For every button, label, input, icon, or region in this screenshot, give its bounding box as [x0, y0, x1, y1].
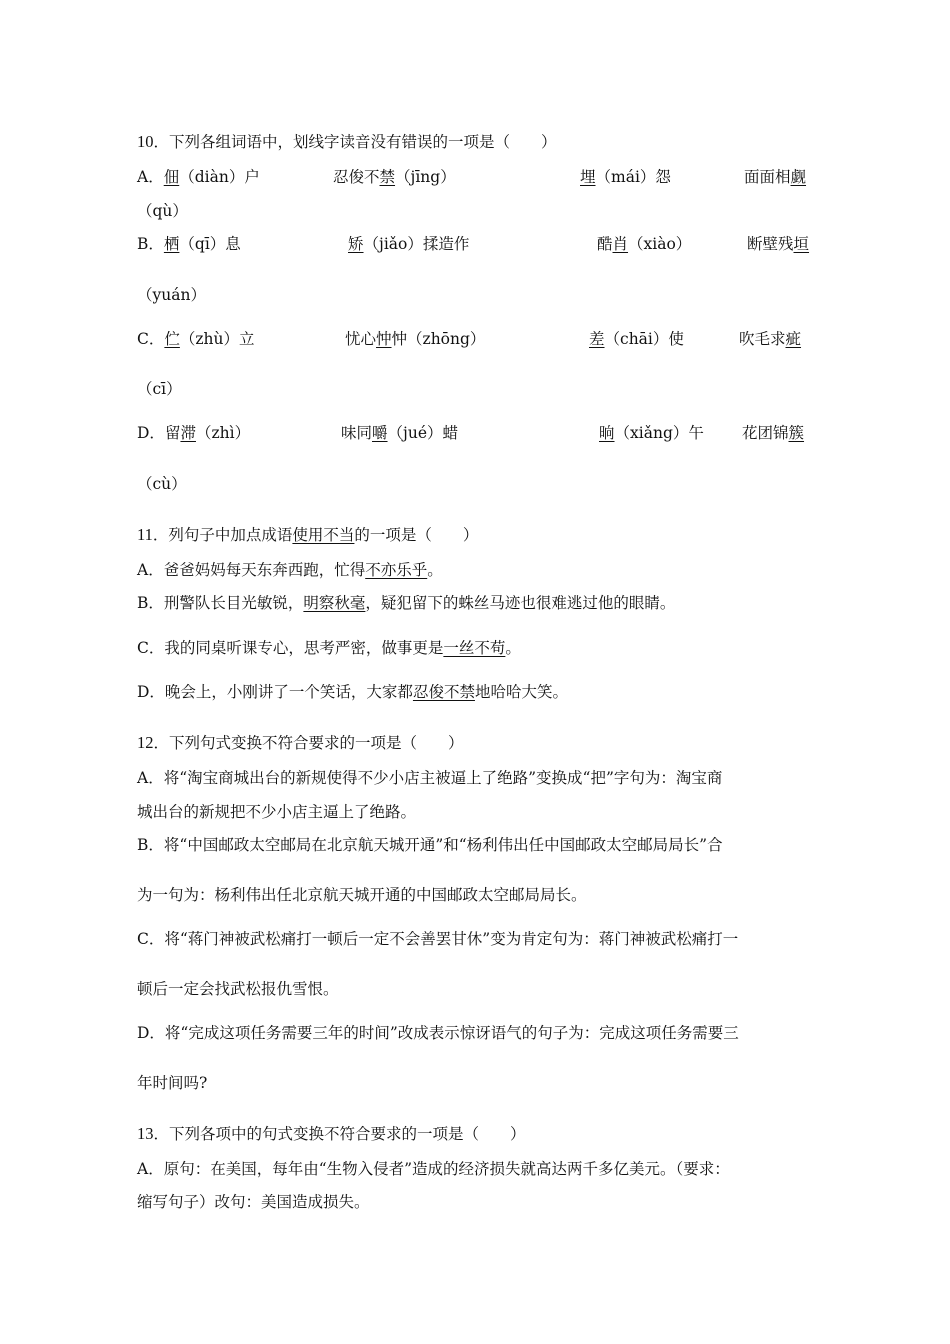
q12-number: 12	[137, 733, 154, 752]
q10-d-w2-post: （jué）蜡	[387, 424, 458, 442]
q10-a-w3-post: （mái）怨	[595, 168, 671, 186]
q11-d-idiom: 忍俊不禁	[412, 683, 475, 701]
q12-option-c-line1: C．将“蒋门神被武松痛打一顿后一定不会善罢甘休”变为肯定句为：蒋门神被武松痛打一	[137, 930, 739, 948]
q11-c-pre: C．我的同桌听课专心，思考严密，做事更是	[137, 639, 444, 657]
q10-a-w2-post: （jīng）	[395, 168, 456, 186]
q12-option-a-line2: 城出台的新规把不少小店主逼上了绝路。	[137, 803, 417, 821]
q10-option-c-w1	[137, 329, 255, 349]
q10-d-w1-post: （zhì）	[195, 424, 251, 442]
q10-option-b-w1	[137, 234, 241, 254]
q11-a-post: 。	[427, 561, 443, 579]
q10-a-w3-underlined: 埋	[580, 168, 596, 186]
q12-option-a-line1: A．将“淘宝商城出台的新规使得不少小店主被逼上了绝路”变换成“把”字句为：淘宝商	[137, 769, 723, 787]
q10-d-w1-pre: 留	[164, 424, 181, 442]
q10-c-w4-underlined: 疵	[785, 330, 802, 348]
q10-c-w1-post: （zhù）立	[179, 330, 255, 348]
q10-option-a-label: A．	[137, 168, 164, 186]
q10-c-w4-pre: 吹毛求	[739, 330, 786, 348]
q10-c-w2-pre: 忧心	[345, 330, 377, 348]
q10-c-w3-post: （chāi）使	[604, 330, 684, 348]
q10-a-w2-underlined: 禁	[379, 168, 396, 186]
q12-option-d-line2: 年时间吗?	[137, 1074, 208, 1092]
q11-a-idiom: 不亦乐乎	[365, 561, 428, 579]
q10-option-a-w4	[744, 167, 806, 187]
q10-option-d-label: D．	[137, 424, 165, 442]
q10-stem	[137, 132, 557, 152]
q11-b-idiom: 明察秋毫	[303, 594, 366, 612]
q10-option-c-w2	[345, 329, 485, 349]
q10-option-a-cont: （qù）	[137, 202, 188, 220]
q10-option-d-w3	[599, 423, 704, 443]
q10-d-w1-underlined: 滞	[180, 424, 196, 442]
q10-option-b-label: B．	[137, 235, 164, 253]
q12-option-b-line2: 为一句为：杨利伟出任北京航天城开通的中国邮政太空邮局局长。	[137, 886, 587, 904]
q10-a-w1-post: （diàn）户	[179, 168, 260, 186]
q10-c-w1-underlined: 伫	[164, 330, 180, 348]
q10-option-a-w1	[137, 167, 260, 187]
q11-option-b	[137, 593, 675, 613]
q10-d-w3-underlined: 晌	[599, 424, 615, 442]
q11-c-post: 。	[505, 639, 521, 657]
q10-c-w2-underlined: 忡	[376, 330, 392, 348]
q12-option-d-line1: D．将“完成这项任务需要三年的时间”改成表示惊讶语气的句子为：完成这项任务需要三	[137, 1024, 739, 1042]
q10-b-w1-post: （qī）息	[179, 235, 241, 253]
q11-option-a	[137, 560, 443, 580]
q10-d-w4-pre: 花团锦	[742, 424, 789, 442]
q10-b-w2-underlined: 矫	[348, 235, 364, 253]
q11-stem-underlined: 使用不当	[292, 526, 355, 544]
q10-b-w4-underlined: 垣	[793, 235, 810, 253]
q10-b-w2-post: （jiǎo）揉造作	[363, 235, 470, 253]
q10-option-b-w3	[597, 234, 691, 254]
q10-a-w1-underlined: 佃	[163, 168, 180, 186]
q10-option-a-w2	[333, 167, 456, 187]
q10-a-w2-pre: 忍俊不	[333, 168, 380, 186]
q11-stem-post: 的一项是（ ）	[354, 526, 479, 544]
q10-option-b-cont: （yuán）	[137, 286, 206, 304]
q10-d-w2-underlined: 嚼	[372, 424, 388, 442]
q11-d-pre: D．晚会上，小刚讲了一个笑话，大家都	[137, 683, 413, 701]
q10-option-d-w1	[137, 423, 250, 443]
q11-option-c	[137, 638, 521, 658]
q10-number: 10	[137, 132, 154, 151]
q12-option-c-line2: 顿后一定会找武松报仇雪恨。	[137, 980, 339, 998]
q12-option-b-line1: B．将“中国邮政太空邮局在北京航天城开通”和“杨利伟出任中国邮政太空邮局局长”合	[137, 836, 723, 854]
q10-b-w3-post: （xiào）	[628, 235, 692, 253]
q10-c-w2-post: 忡（zhōng）	[391, 330, 486, 348]
q10-b-w4-pre: 断壁残	[747, 235, 794, 253]
q10-c-w3-underlined: 差	[589, 330, 605, 348]
q10-option-d-cont: （cù）	[137, 475, 187, 493]
q11-option-d	[137, 682, 568, 702]
q10-option-d-w4	[742, 423, 804, 443]
q12-stem-text: ．下列句式变换不符合要求的一项是（ ）	[153, 734, 464, 752]
q11-stem	[137, 525, 478, 545]
q10-b-w3-underlined: 肖	[612, 235, 629, 253]
q10-option-c-w4	[739, 329, 801, 349]
q11-b-pre: B．刑警队长目光敏锐，	[137, 594, 304, 612]
q10-d-w4-underlined: 簇	[788, 424, 805, 442]
q10-a-w4-pre: 面面相	[744, 168, 791, 186]
q10-option-b-w2	[348, 234, 469, 254]
q10-d-w3-post: （xiǎng）午	[614, 424, 704, 442]
q11-b-post: ，疑犯留下的蛛丝马迹也很难逃过他的眼睛。	[365, 594, 676, 612]
q10-option-a-w3	[580, 167, 671, 187]
q13-number: 13	[137, 1124, 154, 1143]
q12-stem	[137, 733, 464, 753]
q10-option-c-cont: （cī）	[137, 380, 182, 398]
q13-stem-text: ．下列各项中的句式变换不符合要求的一项是（ ）	[153, 1125, 526, 1143]
q10-a-w4-underlined: 觑	[790, 168, 807, 186]
q10-b-w3-pre: 酷	[597, 235, 613, 253]
q13-stem	[137, 1124, 526, 1144]
q11-d-post: 地哈哈大笑。	[474, 683, 568, 701]
q11-c-idiom: 一丝不苟	[443, 639, 506, 657]
q10-option-d-w2	[341, 423, 458, 443]
q11-stem-pre: ．列句子中加点成语	[152, 526, 293, 544]
q11-number: 11	[137, 525, 153, 544]
q13-option-a-line2: 缩写句子）改句：美国造成损失。	[137, 1193, 370, 1211]
q10-b-w1-underlined: 栖	[163, 235, 180, 253]
q11-a-pre: A．爸爸妈妈每天东奔西跑，忙得	[137, 561, 366, 579]
q10-option-b-w4	[747, 234, 809, 254]
q10-option-c-label: C．	[137, 330, 165, 348]
q10-stem-text: ．下列各组词语中，划线字读音没有错误的一项是（ ）	[153, 133, 557, 151]
q10-option-c-w3	[589, 329, 684, 349]
q13-option-a-line1: A．原句：在美国，每年由“生物入侵者”造成的经济损失就高达两千多亿美元。（要求：	[137, 1160, 730, 1178]
q10-d-w2-pre: 味同	[341, 424, 373, 442]
